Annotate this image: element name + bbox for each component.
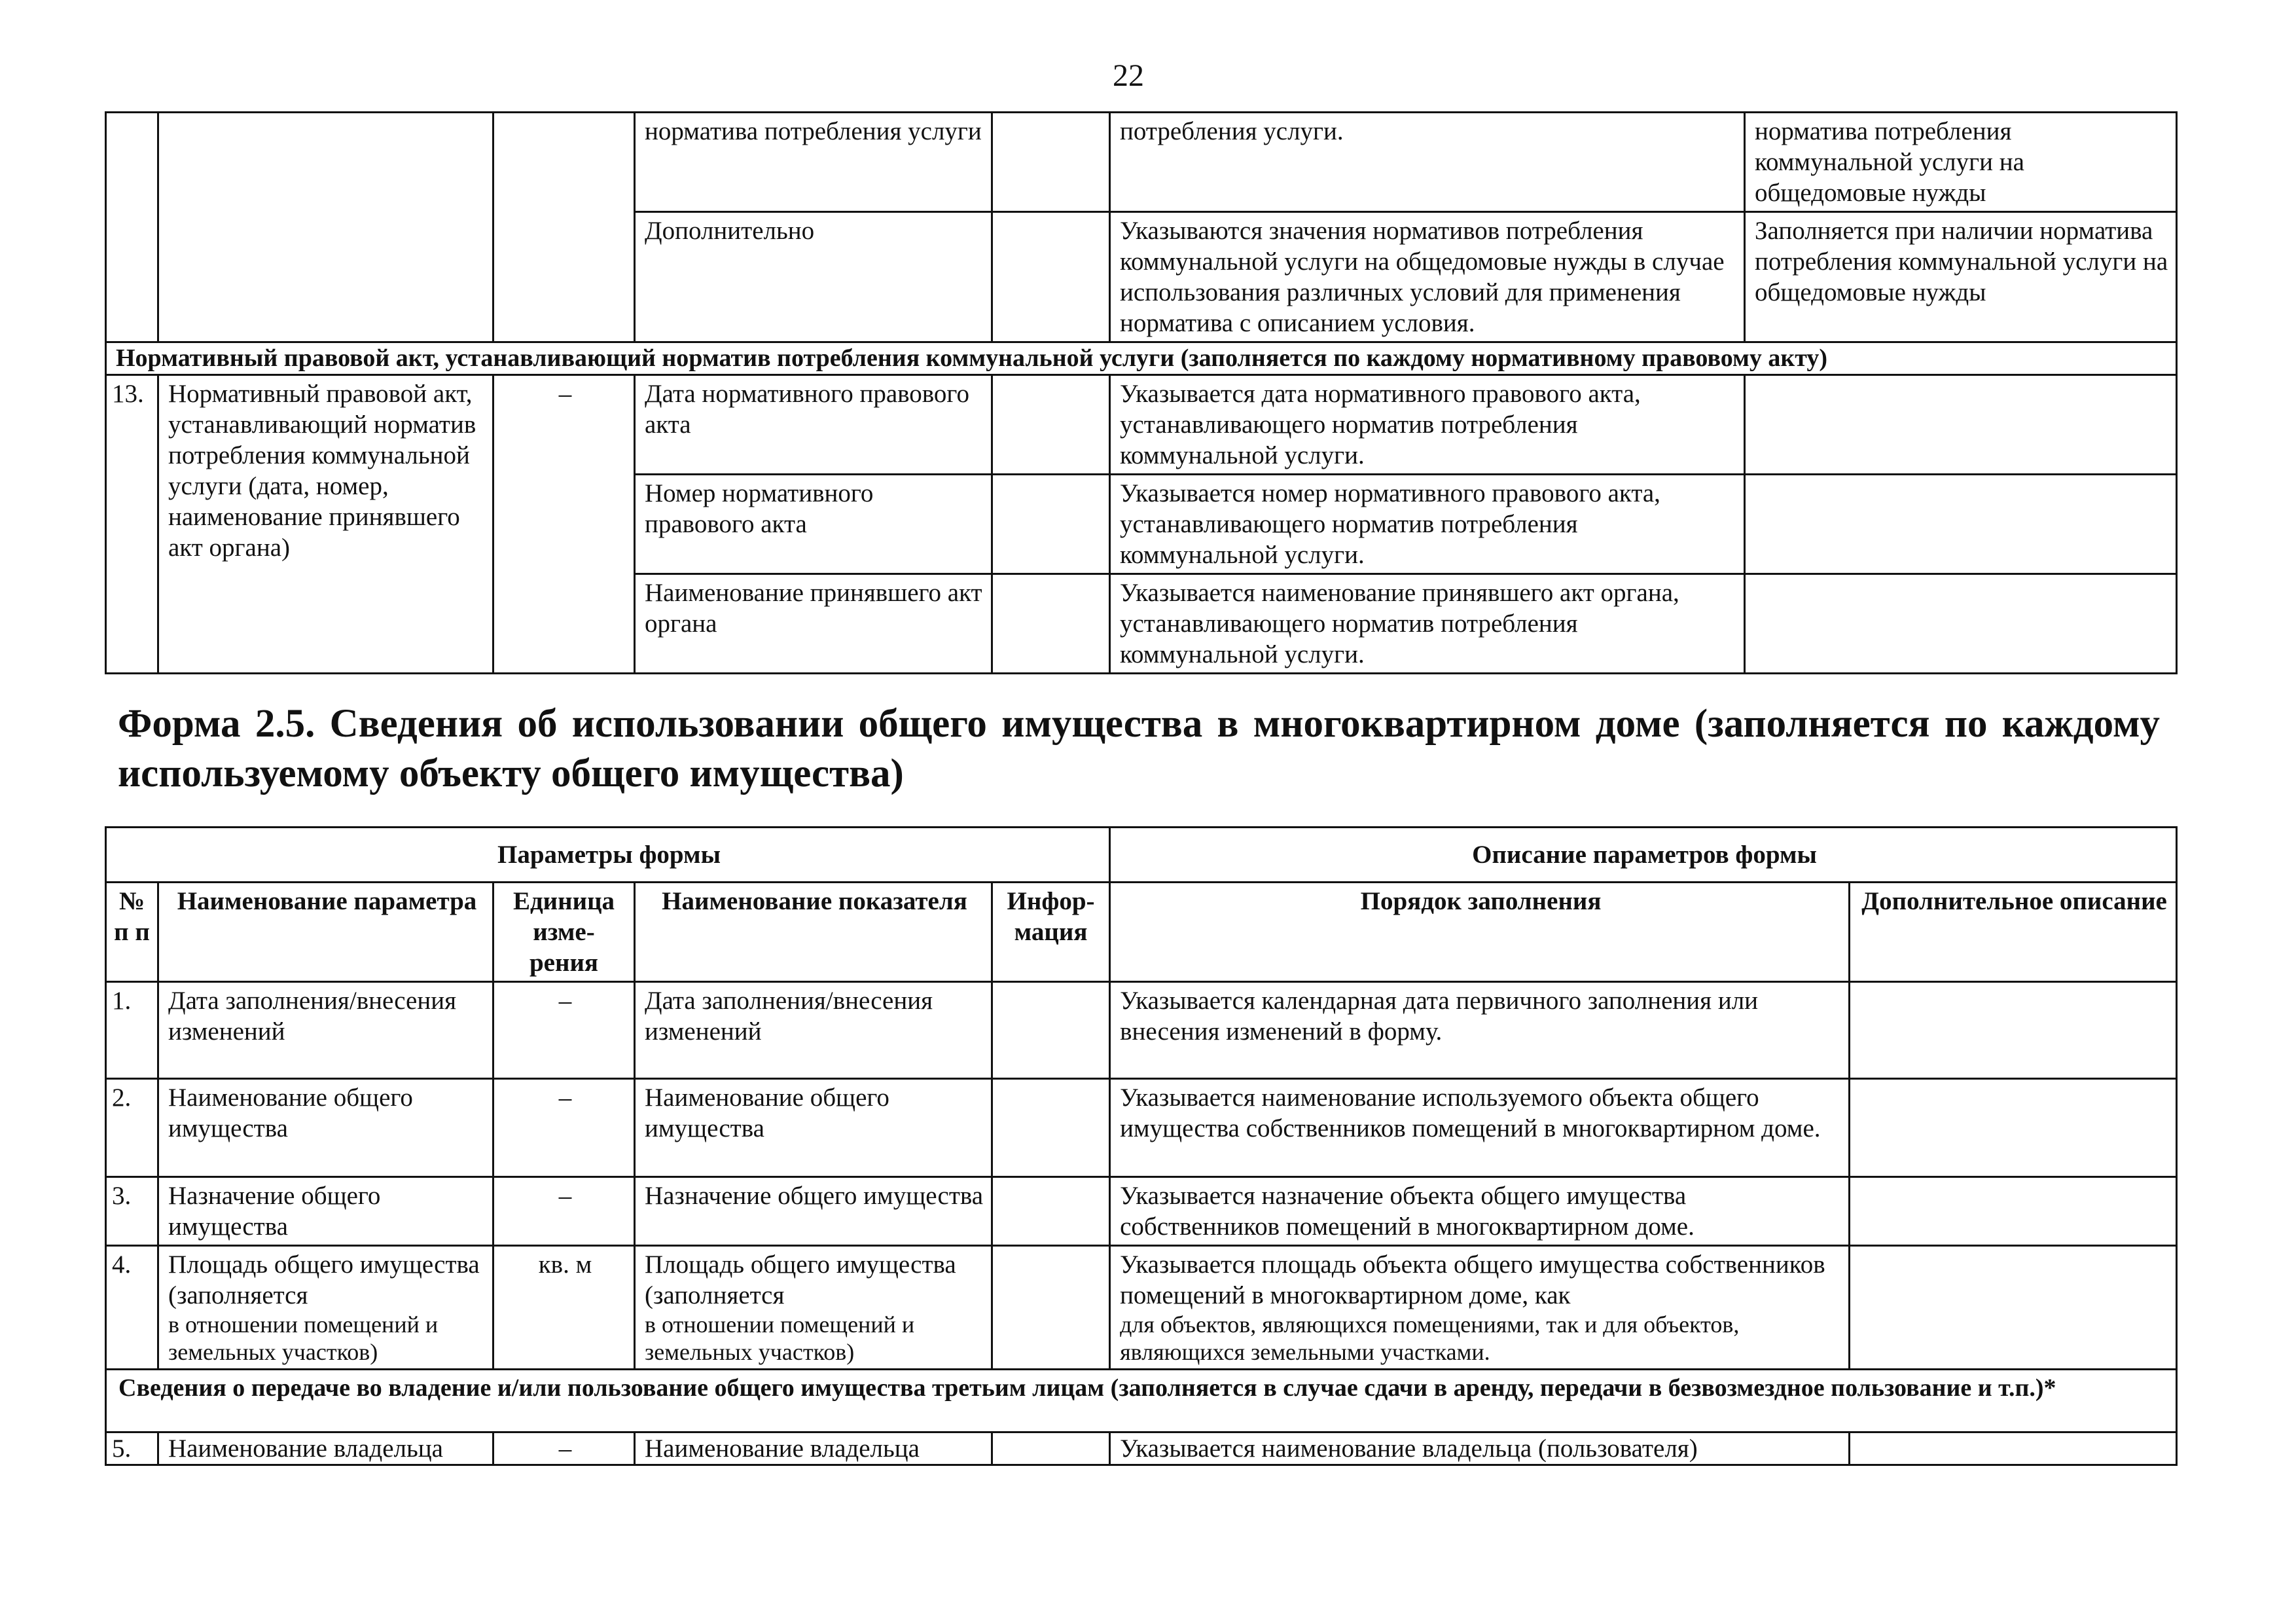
unit-value: – (493, 375, 635, 674)
info-cell (992, 1079, 1110, 1177)
info-cell (992, 574, 1110, 674)
order-text: Указывается наименование используемого объекта общего имущества собственников помещений в многоквартирном доме. (1110, 1079, 1850, 1177)
indicator-cell: Дополнительно (635, 212, 992, 342)
param-name: Дата заполнения/внесения изменений (158, 982, 493, 1079)
row-number: 1. (106, 982, 158, 1079)
extra-cell (1850, 1246, 2177, 1370)
extra-cell (1745, 375, 2177, 475)
unit-value: – (493, 1432, 635, 1465)
section-row (106, 342, 2177, 375)
extra-cell (1850, 1432, 2177, 1465)
indicator-name: Дата заполнения/внесения изменений (635, 982, 992, 1079)
form-title: Форма 2.5. Сведения об использовании общего имущества в многоквартирном доме (заполняется по каждому используемому объекту общего имущества) (118, 702, 2160, 795)
info-cell (992, 1432, 1110, 1465)
info-cell (992, 1177, 1110, 1246)
page-number: 22 (1113, 58, 1144, 93)
indicator-name-small: в отношении помещений и земельных участков) (645, 1311, 915, 1365)
col-indicator: Наименование показателя (635, 883, 992, 982)
extra-cell (1850, 1177, 2177, 1246)
param-name: Назначение общего имущества (158, 1177, 493, 1246)
unit-cell (493, 113, 635, 342)
col-unit: Единица изме- рения (493, 883, 635, 982)
indicator-name-main: Площадь общего имущества (заполняется (645, 1250, 956, 1309)
order-text: Указывается номер нормативного правового акта, устанавливающего норматив потребления коммунальной услуги. (1110, 475, 1745, 574)
section-heading: Нормативный правовой акт, устанавливающий норматив потребления коммунальной услуги (заполняется по каждому нормативному правовому акту) (106, 342, 2177, 375)
param-name: Наименование владельца (158, 1432, 493, 1465)
row-number: 3. (106, 1177, 158, 1246)
extra-cell: норматива потребления коммунальной услуги на общедомовые нужды (1745, 113, 2177, 212)
header-desc: Описание параметров формы (1110, 828, 2177, 883)
unit-value: – (493, 1079, 635, 1177)
table-row (106, 1177, 2177, 1246)
order-text: Указывается наименование владельца (пользователя) (1110, 1432, 1850, 1465)
table-row (106, 1079, 2177, 1177)
unit-value: кв. м (493, 1246, 635, 1370)
order-text: Указывается назначение объекта общего имущества собственников помещений в многоквартирном доме. (1110, 1177, 1850, 1246)
order-cell: Указываются значения нормативов потребления коммунальной услуги на общедомовые нужды в случае использования различных условий для применения норматива с описанием условия. (1110, 212, 1745, 342)
param-name: Нормативный правовой акт, устанавливающий норматив потребления коммунальной услуги (дата, номер, наименование принявшего акт органа) (158, 375, 493, 674)
form-2-5-table (105, 826, 2178, 1466)
num-cell (106, 113, 158, 342)
extra-cell (1745, 475, 2177, 574)
table-row (106, 1432, 2177, 1465)
col-order: Порядок заполнения (1110, 883, 1850, 982)
param-cell (158, 113, 493, 342)
indicator-name (635, 1246, 992, 1370)
header-params: Параметры формы (106, 828, 1110, 883)
col-info: Инфор- мация (992, 883, 1110, 982)
unit-value: – (493, 982, 635, 1079)
table-row (106, 113, 2177, 212)
table-row (106, 1246, 2177, 1370)
indicator-name: Наименование принявшего акт органа (635, 574, 992, 674)
order-cell: потребления услуги. (1110, 113, 1745, 212)
norm-table-continued (105, 111, 2178, 674)
order-text-small: для объектов, являющихся помещениями, так и для объектов, являющихся земельными участками. (1120, 1311, 1740, 1365)
indicator-cell: норматива потребления услуги (635, 113, 992, 212)
info-cell (992, 375, 1110, 475)
col-param: Наименование параметра (158, 883, 493, 982)
unit-value: – (493, 1177, 635, 1246)
row-number: 13. (106, 375, 158, 674)
row-number: 5. (106, 1432, 158, 1465)
indicator-name: Номер нормативного правового акта (635, 475, 992, 574)
info-cell (992, 113, 1110, 212)
order-text: Указывается наименование принявшего акт органа, устанавливающего норматив потребления коммунальной услуги. (1110, 574, 1745, 674)
order-text: Указывается дата нормативного правового акта, устанавливающего норматив потребления коммунальной услуги. (1110, 375, 1745, 475)
param-name (158, 1246, 493, 1370)
col-num: № п п (106, 883, 158, 982)
indicator-name: Наименование общего имущества (635, 1079, 992, 1177)
table-row (106, 982, 2177, 1079)
order-text (1110, 1246, 1850, 1370)
param-name-small: в отношении помещений и земельных участков) (168, 1311, 439, 1365)
info-cell (992, 475, 1110, 574)
column-header-row (106, 883, 2177, 982)
table-row (106, 375, 2177, 475)
extra-cell (1850, 1079, 2177, 1177)
section-heading: Сведения о передаче во владение и/или пользование общего имущества третьим лицам (заполняется в случае сдачи в аренду, передачи в безвозмездное пользование и т.п.)* (106, 1370, 2177, 1432)
info-cell (992, 212, 1110, 342)
order-text: Указывается календарная дата первичного заполнения или внесения изменений в форму. (1110, 982, 1850, 1079)
row-number: 4. (106, 1246, 158, 1370)
extra-cell: Заполняется при наличии норматива потребления коммунальной услуги на общедомовые нужды (1745, 212, 2177, 342)
extra-cell (1850, 982, 2177, 1079)
param-name-main: Площадь общего имущества (заполняется (168, 1250, 480, 1309)
indicator-name: Назначение общего имущества (635, 1177, 992, 1246)
section-row (106, 1370, 2177, 1432)
param-name: Наименование общего имущества (158, 1079, 493, 1177)
order-text-main: Указывается площадь объекта общего имущества собственников помещений в многоквартирном доме, как (1120, 1250, 1825, 1309)
indicator-name: Наименование владельца (635, 1432, 992, 1465)
extra-cell (1745, 574, 2177, 674)
col-extra: Дополнительное описание (1850, 883, 2177, 982)
header-row (106, 828, 2177, 883)
indicator-name: Дата нормативного правового акта (635, 375, 992, 475)
info-cell (992, 982, 1110, 1079)
info-cell (992, 1246, 1110, 1370)
row-number: 2. (106, 1079, 158, 1177)
